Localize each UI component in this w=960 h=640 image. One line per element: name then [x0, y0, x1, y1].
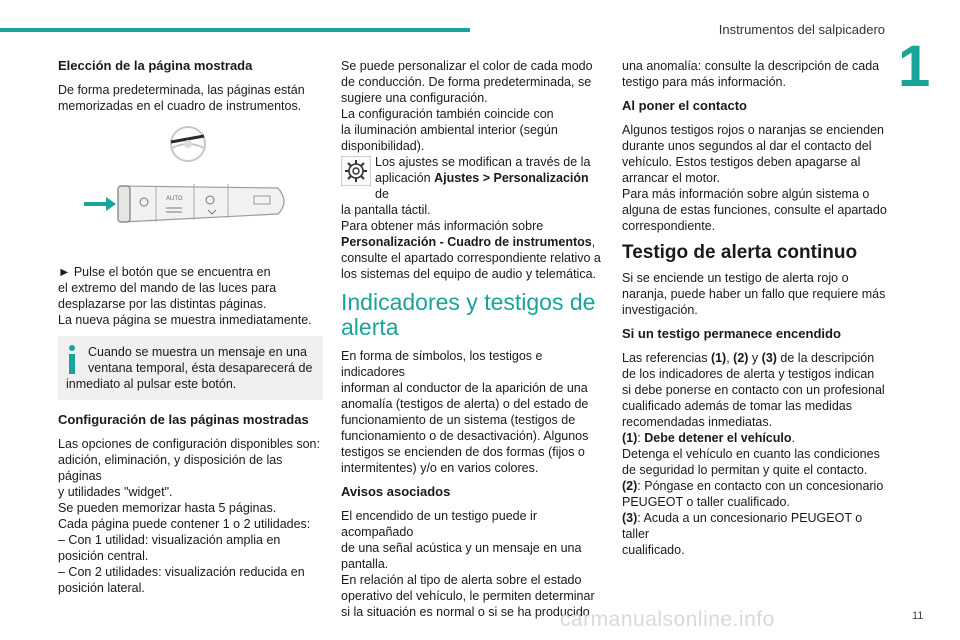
paragraph-color: Se puede personalizar el color de cada modo de conducción. De forma predeterminada, se sugiere una configuración. La configuración también coincide con la iluminación ambiental interior (según disponibilidad). [341, 59, 593, 153]
chapter-number: 1 [898, 34, 931, 99]
paragraph-contacto: Algunos testigos rojos o naranjas se encienden durante unos segundos al dar el contacto del vehículo. Estos testigos deben apagarse al arrancar el motor. Para más información sobre algún sistema o alguna de estas funciones, consulte el apartado correspondiente. [622, 123, 887, 233]
paragraph-avisos: El encendido de un testigo puede ir acompañado de una señal acústica y un mensaje en una pantalla. En relación al tipo de alerta sobre el estado operativo del vehículo, le permiten determinar si la situación es normal o si se ha producido [341, 509, 595, 619]
info-icon [68, 345, 76, 375]
heading-avisos: Avisos asociados [341, 484, 451, 499]
column-2 [341, 58, 606, 628]
header-accent-bar [0, 28, 470, 32]
section-title: Instrumentos del salpicadero [718, 22, 885, 37]
steering-stalk-illustration [58, 122, 323, 254]
auto-label: AUTO [166, 196, 183, 202]
heading-eleccion: Elección de la página mostrada [58, 58, 253, 73]
paragraph-pulse: ► Pulse el botón que se encuentra en el extremo del mando de las luces para desplazarse por las distintas páginas. La nueva página se muestra inmediatamente. [58, 265, 312, 327]
paragraph-continuo: Si se enciende un testigo de alerta rojo o naranja, puede haber un fallo que requiere más investigación. [622, 271, 886, 317]
paragraph-anomalia: una anomalía: consulte la descripción de cada testigo para más información. [622, 59, 880, 89]
column-3 [622, 58, 890, 566]
stalk-body [118, 184, 284, 222]
watermark: carmanualsonline.info [560, 608, 775, 631]
paragraph-referencias: Las referencias (1), (2) y (3) de la descripción de los indicadores de alerta y testigos indican si debe ponerse en contacto con un profesional cualificado además de tomar las medidas recomendadas inmediatas. (1): Debe detener el vehículo. Detenga el vehículo en cuanto las condiciones de seguridad lo permitan y quite el contacto. (2): Póngase en contacto con un concesionario PEUGEOT o taller cualificado. (3): Acuda a un concesionario PEUGEOT o taller cualificado. [622, 351, 885, 557]
paragraph-configuracion: Las opciones de configuración disponibles son: adición, eliminación, y disposición de las páginas y utilidades "widget". Se pueden memorizar hasta 5 páginas. Cada página puede contener 1 o 2 utilidades: – Con 1 utilidad: visualización amplia en posición central. – Con 2 utilidades: visualización reducida en posición lateral. [58, 437, 320, 595]
heading-testigo-continuo: Testigo de alerta continuo [622, 242, 858, 263]
heading-permanece: Si un testigo permanece encendido [622, 326, 841, 341]
paragraph-eleccion: De forma predeterminada, las páginas están memorizadas en el cuadro de instrumentos. [58, 83, 305, 113]
heading-configuracion: Configuración de las páginas mostradas [58, 412, 309, 427]
info-note: Cuando se muestra un mensaje en una ventana temporal, ésta desaparecerá de inmediato al pulsar este botón. [58, 336, 323, 400]
heading-indicadores: Indicadores y testigos de alerta [341, 289, 596, 340]
heading-contacto: Al poner el contacto [622, 98, 747, 113]
steering-wheel-icon [171, 127, 205, 161]
arrow-right-icon [84, 197, 116, 211]
page-number: 11 [912, 610, 924, 622]
settings-note: Los ajustes se modifican a través de la aplicación Ajustes > Personalización de la pantalla táctil. [341, 155, 591, 217]
paragraph-indicadores: En forma de símbolos, los testigos e indicadores informan al conductor de la aparición de una anomalía (testigos de alerta) o del estado de funcionamiento de un sistema (testigos de funcionamiento o de desactivación). Algunos testigos se encienden de dos formas (fijos o intermitentes) y/o en varios colores. [341, 349, 589, 475]
paragraph-personalizacion: Para obtener más información sobre Personalización - Cuadro de instrumentos, consulte el apartado correspondiente relativo a los sistemas del equipo de audio y telemática. [341, 219, 601, 281]
gear-icon [341, 156, 371, 186]
column-1 [58, 58, 323, 604]
